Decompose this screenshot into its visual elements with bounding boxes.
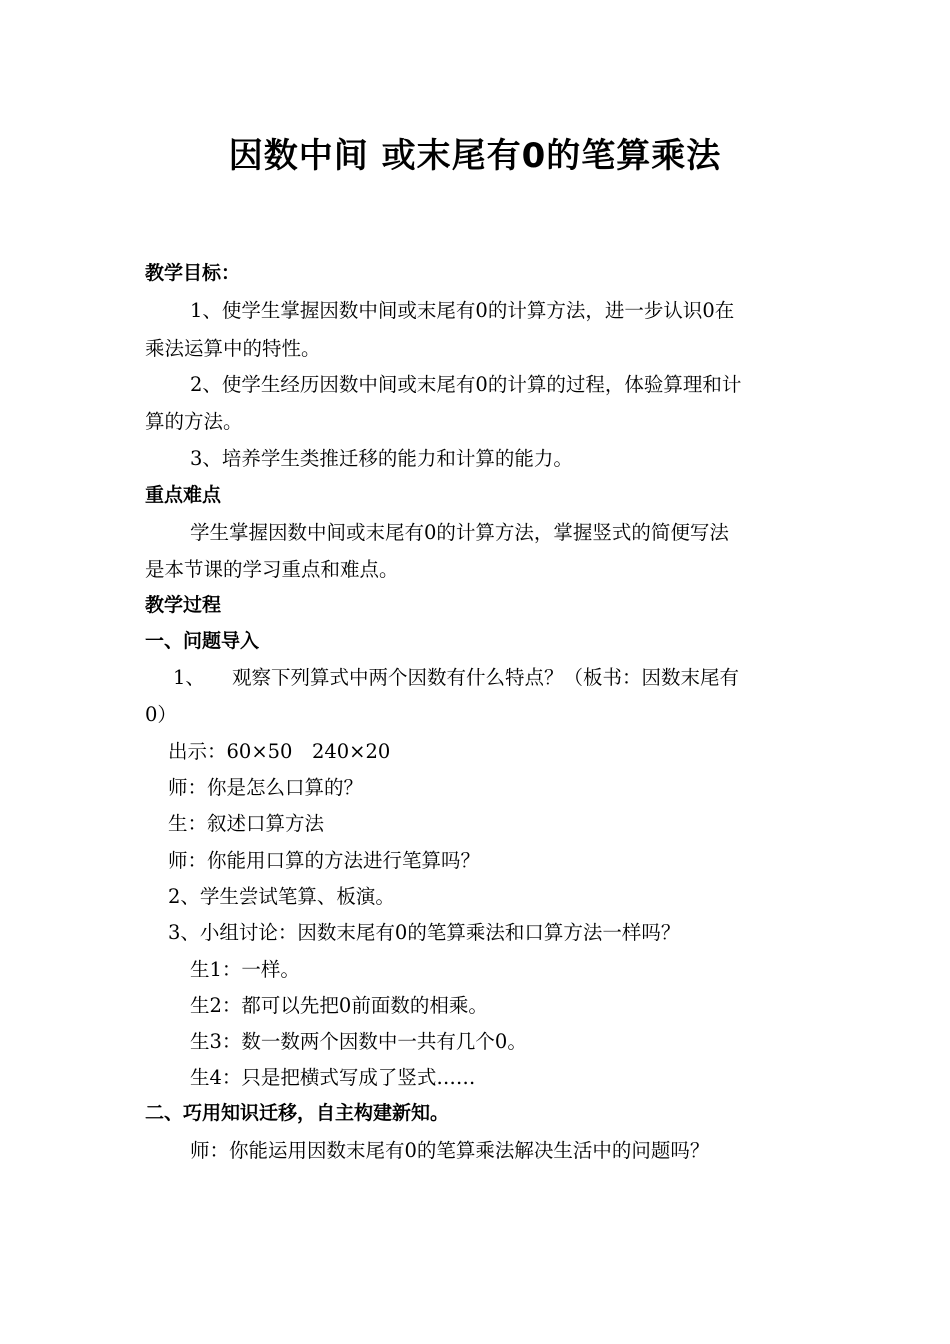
process-heading: 教学过程	[145, 594, 222, 616]
key-points-line-1: 学生掌握因数中间或末尾有0的计算方法，掌握竖式的简便写法	[190, 521, 729, 544]
teacher-question-2: 师：你能用口算的方法进行笔算吗？	[168, 849, 481, 872]
part-1-heading: 一、问题导入	[145, 630, 260, 652]
student-3-reply: 生3：数一数两个因数中一共有几个0。	[190, 1030, 527, 1053]
question-1-continuation: 0）	[145, 703, 177, 726]
document-title: 因数中间 或末尾有0的笔算乘法	[228, 136, 722, 176]
student-4-reply: 生4：只是把横式写成了竖式……	[190, 1066, 476, 1089]
step-2: 2、学生尝试笔算、板演。	[168, 885, 395, 908]
part-2-heading: 二、巧用知识迁移，自主构建新知。	[145, 1102, 450, 1124]
student-1-reply: 生1：一样。	[190, 958, 300, 981]
key-points-line-2: 是本节课的学习重点和难点。	[145, 558, 399, 581]
goal-3: 3、培养学生类推迁移的能力和计算的能力。	[190, 447, 573, 470]
question-1-text: 观察下列算式中两个因数有什么特点？（板书：因数末尾有	[232, 666, 740, 689]
goal-1-line-2: 乘法运算中的特性。	[145, 337, 321, 360]
question-1-number: 1、	[173, 666, 205, 689]
student-2-reply: 生2：都可以先把0前面数的相乘。	[190, 994, 488, 1017]
teacher-question-3: 师：你能运用因数末尾有0的笔算乘法解决生活中的问题吗？	[190, 1139, 710, 1162]
step-3: 3、小组讨论：因数末尾有0的笔算乘法和口算方法一样吗？	[168, 921, 681, 944]
show-expressions: 出示：60×50 240×20	[168, 740, 391, 763]
student-answer-1: 生：叙述口算方法	[168, 812, 325, 835]
goals-heading: 教学目标：	[145, 262, 241, 284]
goal-1-line-1: 1、使学生掌握因数中间或末尾有0的计算方法，进一步认识0在	[190, 299, 735, 322]
goal-2-line-1: 2、使学生经历因数中间或末尾有0的计算的过程，体验算理和计	[190, 373, 742, 396]
goal-2-line-2: 算的方法。	[145, 410, 243, 433]
key-points-heading: 重点难点	[145, 484, 222, 506]
teacher-question-1: 师：你是怎么口算的？	[168, 776, 364, 799]
